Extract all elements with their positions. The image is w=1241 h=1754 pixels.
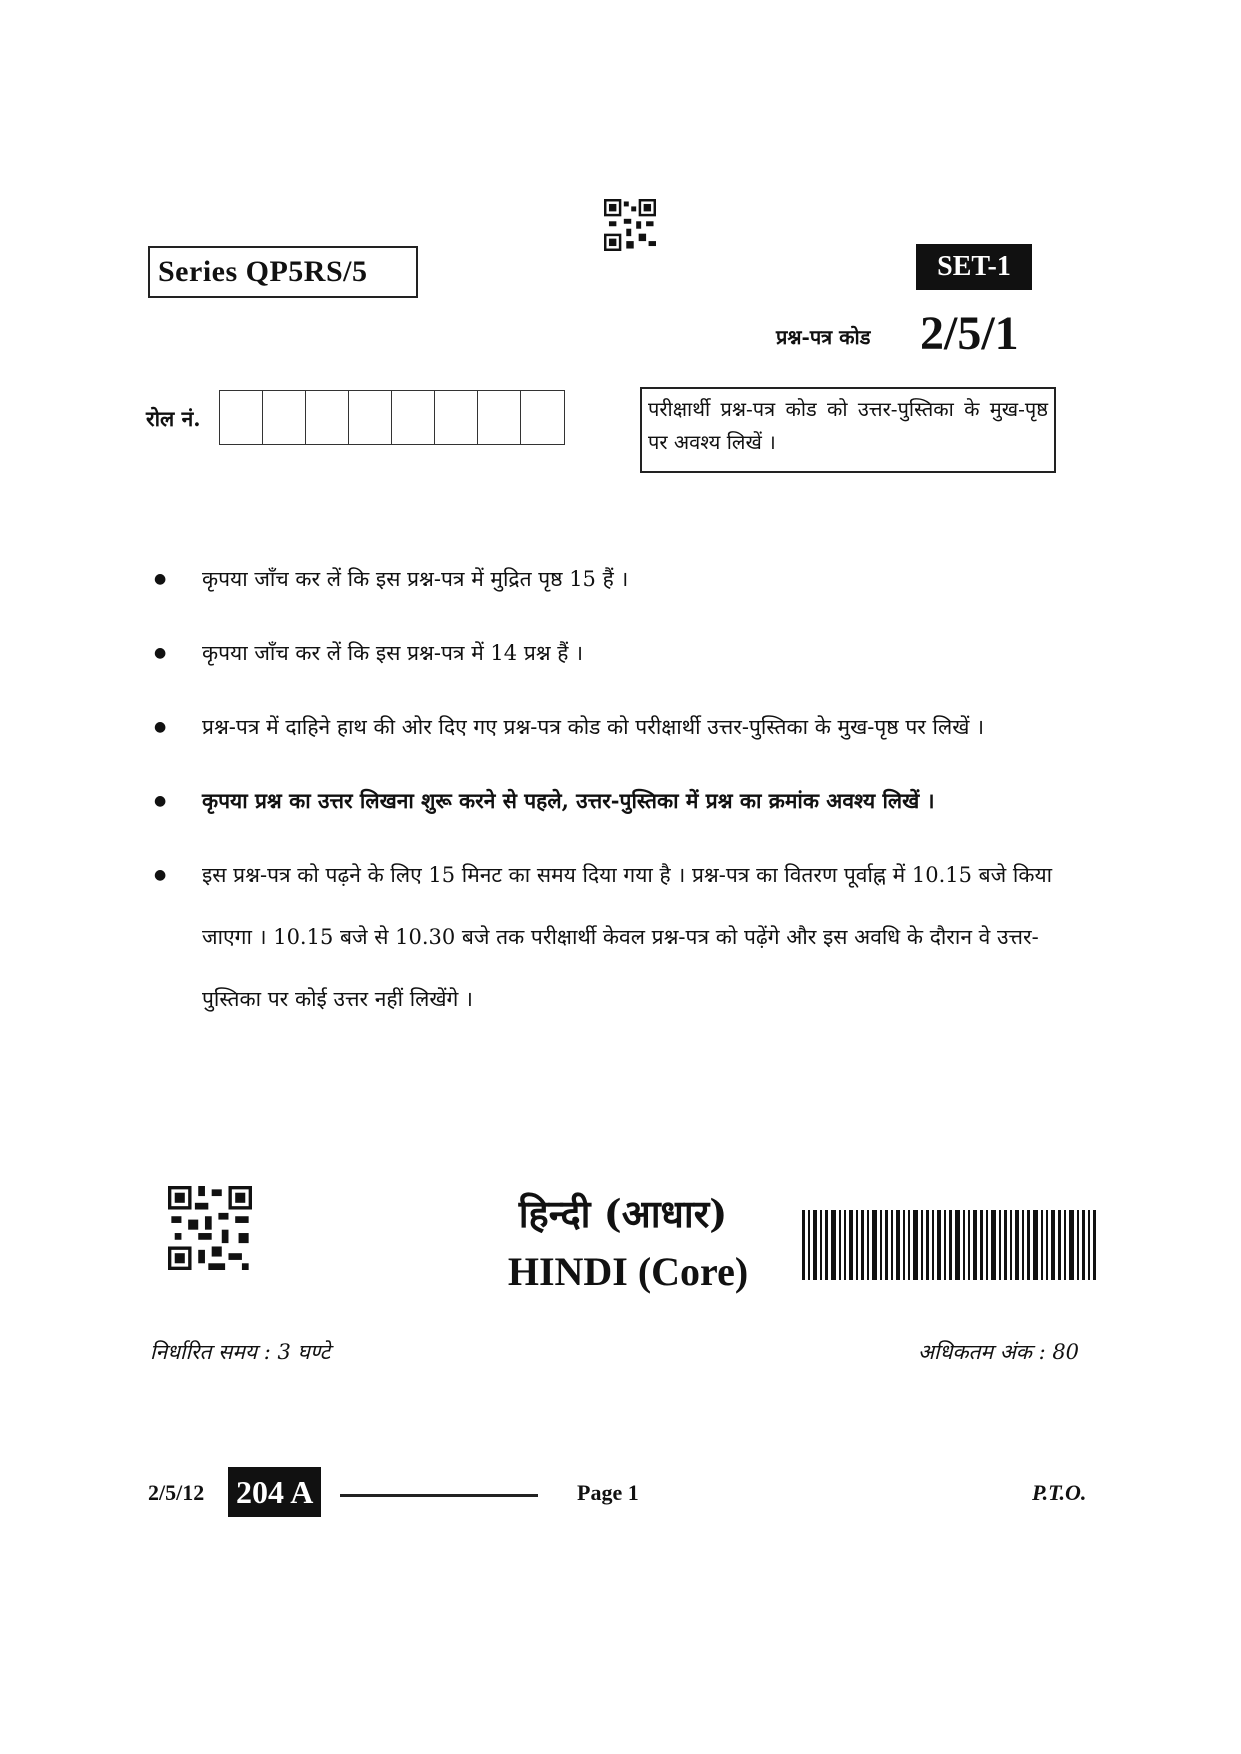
barcode-icon [802,1210,1096,1280]
page-number: Page 1 [577,1480,639,1505]
instructions-list [154,548,1074,1042]
instruction-item: ● कृपया जाँच कर लें कि इस प्रश्न-पत्र में 14 प्रश्न हैं । [154,622,1074,684]
roll-number-box[interactable] [263,391,306,444]
instruction-item: ● इस प्रश्न-पत्र को पढ़ने के लिए 15 मिनट का समय दिया गया है । प्रश्न-पत्र का वितरण पूर्वाह्न में 10.15 बजे किया जाएगा । 10.15 बजे से 10.30 बजे तक परीक्षार्थी केवल प्रश्न-पत्र को पढ़ेंगे और इस अवधि के दौरान वे उत्तर-पुस्तिका पर कोई उत्तर नहीं लिखेंगे । [154,844,1074,1030]
instruction-item: ● प्रश्न-पत्र में दाहिने हाथ की ओर दिए गए प्रश्न-पत्र कोड को परीक्षार्थी उत्तर-पुस्तिका के मुख-पृष्ठ पर लिखें । [154,696,1074,758]
subject-title-hindi: हिन्दी (आधार) [518,1191,728,1236]
footer-paper-code: 2/5/12 [148,1480,205,1505]
maximum-marks: अधिकतम अंक : 80 [918,1340,1080,1364]
question-paper-code: 2/5/1 [920,307,1019,360]
roll-number-box[interactable] [478,391,521,444]
code-notice-box: परीक्षार्थी प्रश्न-पत्र कोड को उत्तर-पुस्तिका के मुख-पृष्ठ पर अवश्य लिखें । [640,387,1056,473]
subject-title-english: HINDI (Core) [507,1249,749,1294]
qr-code-icon [604,199,656,251]
question-paper-code-label: प्रश्न-पत्र कोड [776,325,871,349]
roll-number-boxes[interactable] [219,390,565,445]
qr-code-icon [168,1186,252,1270]
instruction-item: ● कृपया जाँच कर लें कि इस प्रश्न-पत्र में मुद्रित पृष्ठ 15 हैं । [154,548,1074,610]
roll-number-box[interactable] [306,391,349,444]
roll-number-box[interactable] [349,391,392,444]
time-allowed: निर्धारित समय : 3 घण्टे [150,1340,331,1364]
roll-number-box[interactable] [521,391,564,444]
please-turn-over: P.T.O. [1032,1480,1087,1505]
instruction-item: ● कृपया प्रश्न का उत्तर लिखना शुरू करने से पहले, उत्तर-पुस्तिका में प्रश्न का क्रमांक अवश्य लिखें । [154,770,1074,832]
roll-number-box[interactable] [435,391,478,444]
roll-number-label: रोल नं. [146,406,201,431]
footer-subject-code-badge: 204 A [228,1467,321,1517]
footer-divider [340,1494,538,1497]
roll-number-box[interactable] [220,391,263,444]
set-badge: SET-1 [916,244,1032,290]
roll-number-box[interactable] [392,391,435,444]
series-label: Series QP5RS/5 [148,246,418,298]
